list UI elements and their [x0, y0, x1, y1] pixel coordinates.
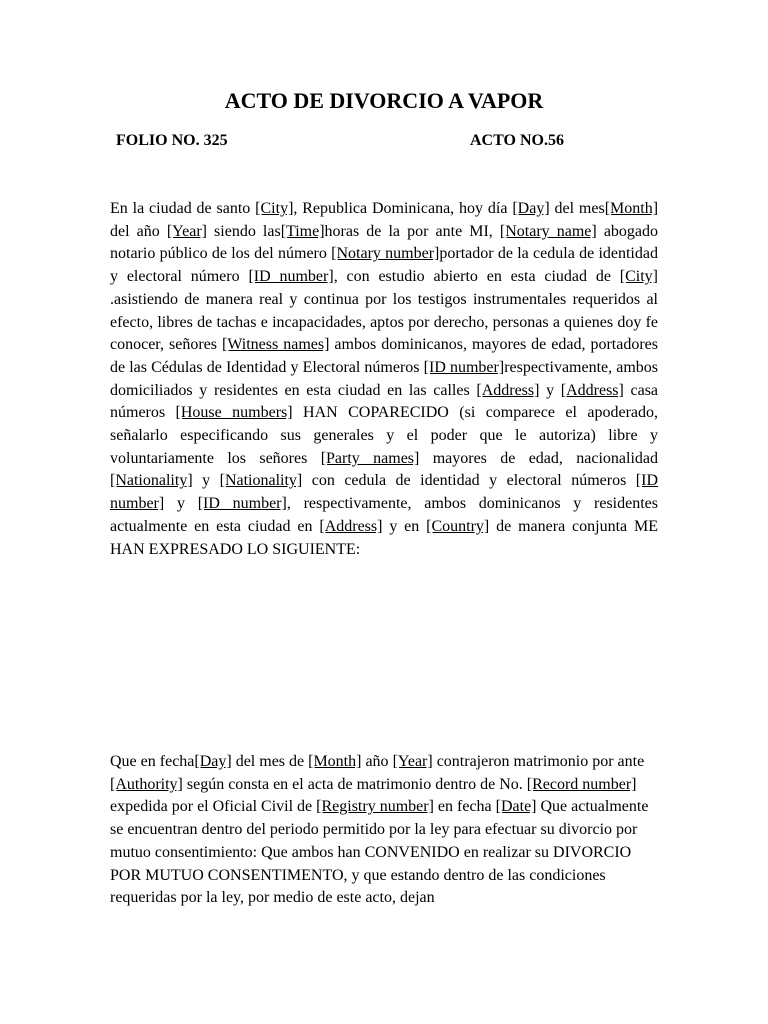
form-field: [Nationality]	[219, 472, 303, 490]
text-segment: Que actualmente se encuentran dentro del periodo permitido por la ley para efectuar su divorcio por mutuo consentimiento: Que ambos han CONVENIDO en realizar su DIVORCIO POR MUTUO CONSENTIMENTO, y que estando dentro de las condiciones requeridas por la ley, por medio de este acto, dejan	[110, 798, 649, 907]
form-field: [Witness names]	[221, 336, 330, 354]
text-segment: mayores de edad, nacionalidad	[419, 449, 658, 467]
document-title: ACTO DE DIVORCIO A VAPOR	[224, 88, 544, 113]
form-field: [Record number]	[526, 775, 637, 793]
text-segment: del año	[110, 222, 167, 240]
form-field: [ID number]	[248, 268, 334, 286]
text-segment: En la ciudad de santo	[110, 200, 251, 217]
text-segment: según consta en el acta de matrimonio dentro de No.	[182, 775, 527, 793]
text-segment: .asistiendo de manera real y continua por los testigos instrumentales requeridos al efecto, libres de tachas e incapacidades, aptos por derecho, personas a quienes doy fe conocer, señores	[110, 290, 658, 354]
text-segment: del mes de	[231, 753, 309, 770]
text-segment: del mes	[549, 200, 605, 217]
form-field: [Party names]	[320, 449, 420, 467]
text-segment: , Republica Dominicana, hoy día	[293, 200, 508, 217]
form-field: [Address]	[319, 517, 383, 535]
form-field: [Country]	[426, 517, 490, 535]
text-segment: en fecha	[433, 798, 496, 816]
text-segment: abogado notario público de los del número	[110, 222, 659, 263]
form-field: [Notary name]	[499, 222, 597, 240]
text-segment: y	[539, 381, 561, 399]
text-segment: , respectivamente, ambos dominicanos y residentes actualmente en esta ciudad en	[110, 495, 658, 535]
folio-number: FOLIO NO. 325	[116, 132, 228, 149]
text-segment: contrajeron matrimonio por ante	[432, 753, 645, 770]
text-segment: y	[192, 472, 220, 490]
text-segment: ambos dominicanos, mayores de edad, portadores de las Cédulas de Identidad y Electoral números	[110, 336, 658, 376]
text-segment: horas de la por ante MI,	[324, 222, 493, 240]
form-field: [Address]	[476, 381, 540, 399]
text-segment: con cedula de identidad y electoral números	[311, 472, 627, 490]
text-segment: portador de la cedula de identidad y electoral número	[110, 245, 658, 286]
text-segment: HAN COPARECIDO (si comparece el apoderado, señalarlo especificando sus generales y el poder que le autoriza) libre y voluntariamente los señores	[110, 404, 659, 467]
form-field: [Month]	[308, 753, 362, 770]
text-segment: respectivamente, ambos domiciliados y residentes en esta ciudad en las calles	[110, 358, 659, 399]
form-field: [Date]	[495, 798, 537, 816]
text-segment: , con estudio abierto en esta ciudad de	[333, 268, 611, 286]
form-field: [City]	[619, 268, 658, 286]
form-field: [Month]	[604, 200, 659, 217]
text-segment: y	[164, 495, 198, 513]
form-field: [City]	[255, 200, 294, 217]
form-field: [Address]	[560, 381, 624, 399]
form-field: [House numbers]	[175, 404, 293, 422]
form-field: [ID number]	[197, 495, 287, 513]
form-field: [Year]	[166, 222, 207, 240]
form-field: [Time]	[280, 222, 325, 240]
form-field: [Year]	[392, 753, 433, 770]
text-segment: y en	[382, 517, 427, 535]
acto-number: ACTO NO.56	[470, 132, 564, 149]
form-field: [Day]	[194, 753, 232, 770]
paragraph-matrimonio	[110, 751, 658, 910]
text-segment: Que en fecha	[110, 753, 195, 770]
form-field: [Registry number]	[316, 798, 434, 816]
form-field: [Authority]	[110, 775, 183, 793]
form-field: [ID number]	[423, 358, 505, 376]
form-field: [ID number]	[110, 472, 658, 513]
form-field: [Notary number]	[331, 245, 440, 263]
paragraph-comparecencia	[110, 198, 658, 561]
text-segment: casa números	[110, 381, 659, 422]
text-segment: expedida por el Oficial Civil de	[110, 798, 317, 816]
form-field: [Day]	[512, 200, 550, 217]
text-segment: siendo las	[206, 222, 281, 240]
form-field: [Nationality]	[110, 472, 193, 490]
text-segment: de manera conjunta ME HAN EXPRESADO LO SIGUIENTE:	[110, 517, 659, 558]
text-segment: año	[361, 753, 393, 770]
